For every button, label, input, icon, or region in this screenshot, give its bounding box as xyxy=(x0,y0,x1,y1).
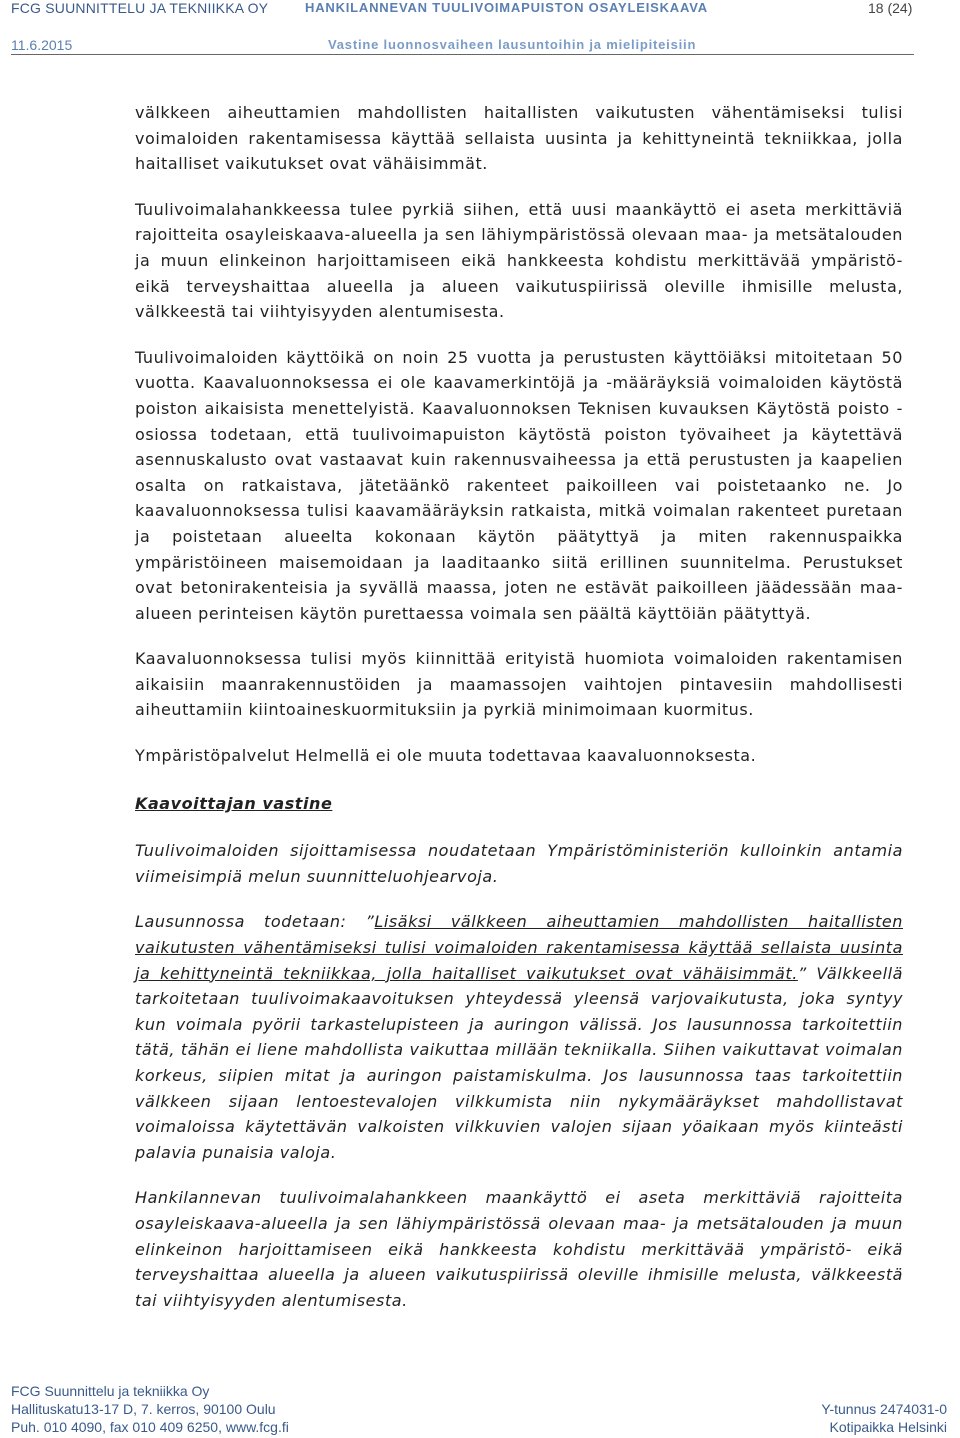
footer-domicile: Kotipaikka Helsinki xyxy=(829,1419,947,1435)
header-date: 11.6.2015 xyxy=(11,37,73,53)
page-footer xyxy=(11,1383,947,1438)
paragraph-glare-technology: välkkeen aiheuttamien mahdollisten haitallisten vaikutusten vähentämiseksi tulisi voimaloiden rakentamisessa käyttää sellaista uusinta ja kehittyneintä tekniikkaa, jolla haitalliset vaikutukset ovat vähäisimmät. xyxy=(135,103,903,174)
response-glare-quote: Lisäksi välkkeen aiheuttamien mahdollisten haitallisten vaikutusten vähentämiseksi tulisi voimaloiden rakentamisessa käyttää sellaista uusinta ja kehittyneintä tekniikkaa, jolla haitalliset vaikutukset ovat vähäisimmät. xyxy=(135,912,903,983)
response-glare-explanation: ” Välkkeellä tarkoitetaan tuulivoimakaavoituksen yhteydessä yleensä varjovaikutusta, joka syntyy kun voimala pyörii tarkastelupisteen ja auringon välissä. Jos lausunnossa tarkoitettiin tätä, tähän ei liene mahdollista vaikuttaa millään tekniikalla. Siihen vaikuttavat voimalan korkeus, siipien mitat ja auringon paistamiskulma. Jos lausunnossa taas tarkoitettiin välkkeen sijaan lentoestevalojen vilkkumista niin nykymääräykset mahdollistavat voimaloissa käytettävän valkoisten vilkkuvien valojen sijaan yöaikaan myös kiinteästi palavia punaisia valoja. xyxy=(135,963,903,1162)
paragraph-decommissioning: Tuulivoimaloiden käyttöikä on noin 25 vuotta ja perustusten käyttöiäksi mitoitetaan 50 vuotta. Kaavaluonnoksessa ei ole kaavamerkintöjä ja -määräyksiä voimaloiden käytöstä poiston aikaisista menettelyistä. Kaavaluonnoksen Teknisen kuvauksen Käytöstä poisto -osiossa todetaan, että tuulivoimapuiston käytöstä poiston työvaiheet ja käytettävä asennuskalusto ovat vastaavat kuin rakennusvaiheessa ja että perustusten ja kaapelien osalta on ratkaistava, jätetäänkö rakenteet paikoilleen vai poistetaanko ne. Jo kaavaluonnoksessa tulisi kaavamääräyksin ratkaista, mitkä voimalan rakenteet puretaan ja poistetaan alueelta kokonaan käytön päätyttyä ja miten rakennuspaikka ympäristöineen maisemoidaan ja laaditaanko siitä erillinen suunnitelma. Perustukset ovat betonirakenteisia ja syvällä maassa, joten ne estävät paikoilleen jäädessään maa-alueen perinteisen käytön purettaessa voimala sen päältä käyttöiän päätyttyä. xyxy=(135,347,903,623)
response-glare-lead: Lausunnossa todetaan: ” xyxy=(135,912,375,932)
response-noise-guidelines: Tuulivoimaloiden sijoittamisessa noudatetaan Ympäristöministeriön kulloinkin antamia viimeisimpiä melun suunnitteluohjearvoja. xyxy=(135,841,903,886)
response-glare xyxy=(135,909,903,1165)
document-body xyxy=(135,100,903,1313)
paragraph-construction-runoff: Kaavaluonnoksessa tulisi myös kiinnittää erityistä huomiota voimaloiden rakentamisen aikaisiin maanrakennustöiden ja maamassojen vaihtojen pintavesiin mahdollisesti aiheuttamiin kiintoaineskuormituksiin ja pyrkiä minimoimaan kuormitus. xyxy=(135,649,903,720)
paragraph-no-further-comments: Ympäristöpalvelut Helmellä ei ole muuta todettavaa kaavaluonnoksesta. xyxy=(135,746,757,766)
footer-company: FCG Suunnittelu ja tekniikka Oy xyxy=(11,1383,210,1399)
paragraph-land-use: Tuulivoimalahankkeessa tulee pyrkiä siihen, että uusi maankäyttö ei aseta merkittäviä rajoitteita osayleiskaava-alueella ja sen lähiympäristössä olevaan maa- ja metsätalouden ja muun elinkeinon harjoittamiseen eikä hankkeesta kohdistu merkittävää ympäristö- eikä terveyshaittaa alueella ja alueen vaikutuspiirissä oleville ihmisille melusta, välkkeestä tai viihtyisyyden alentumisesta. xyxy=(135,199,903,322)
page-header xyxy=(0,0,960,60)
header-divider xyxy=(11,54,914,55)
header-document-title: HANKILANNEVAN TUULIVOIMAPUISTON OSAYLEISKAAVA xyxy=(305,0,708,15)
header-page-number: 18 (24) xyxy=(868,0,913,16)
footer-contact: Puh. 010 4090, fax 010 409 6250, www.fcg.fi xyxy=(11,1419,289,1435)
response-land-use: Hankilannevan tuulivoimalahankkeen maankäyttö ei aseta merkittäviä rajoitteita osayleiskaava-alueella ja sen lähiympäristössä olevaan maa- ja metsätalouden ja muun elinkeinon harjoittamiseen eikä hankkeesta kohdistu merkittävää ympäristö- eikä terveyshaittaa alueella ja alueen vaikutuspiirissä oleville ihmisille melusta, välkkeestä tai viihtyisyyden alentumisesta. xyxy=(135,1188,903,1310)
header-organization: FCG SUUNNITTELU JA TEKNIIKKA OY xyxy=(11,0,269,16)
section-heading-response: Kaavoittajan vastine xyxy=(135,793,333,813)
footer-business-id: Y-tunnus 2474031-0 xyxy=(821,1401,947,1417)
footer-address: Hallituskatu13-17 D, 7. kerros, 90100 Oulu xyxy=(11,1401,276,1417)
header-subtitle: Vastine luonnosvaiheen lausuntoihin ja mielipiteisiin xyxy=(328,37,697,52)
